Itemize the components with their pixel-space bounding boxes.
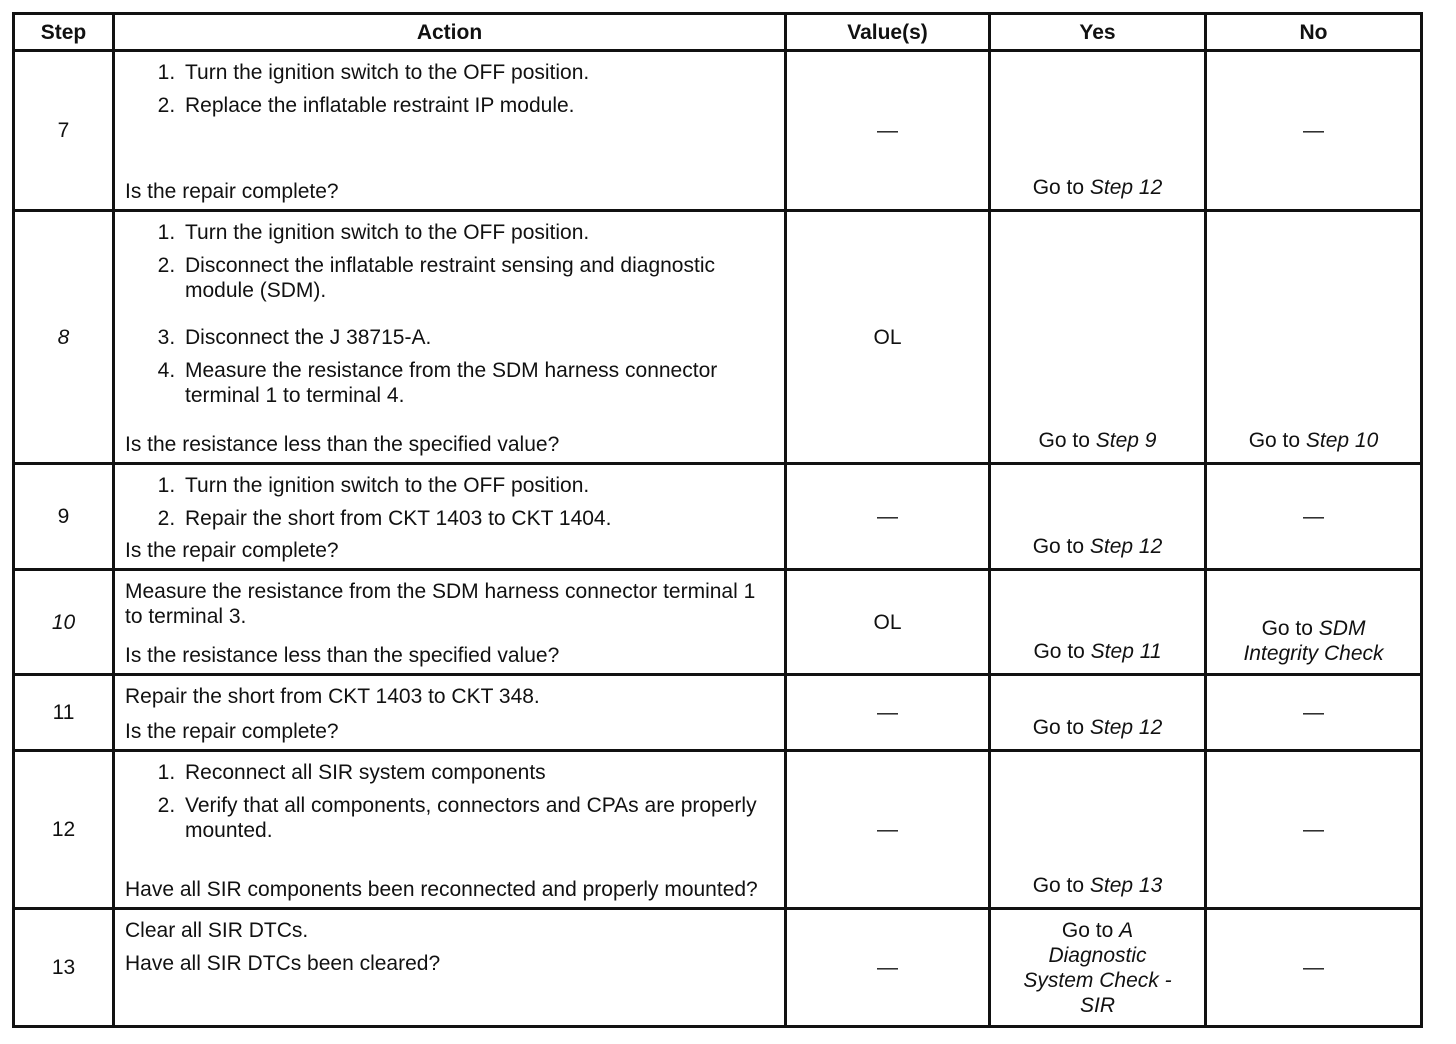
table-row <box>14 464 1422 570</box>
yes-cell <box>990 464 1206 570</box>
table-row <box>14 909 1422 1027</box>
yes-ref: Step 12 <box>1089 534 1163 558</box>
no-link[interactable] <box>1234 616 1394 666</box>
action-question: Is the repair complete? <box>125 179 339 203</box>
step-number: 13 <box>14 909 114 1027</box>
yes-cell <box>990 211 1206 464</box>
yes-link[interactable] <box>1033 715 1163 740</box>
table-row <box>14 751 1422 909</box>
yes-ref: Step 13 <box>1089 873 1163 897</box>
action-question: Is the resistance less than the specified value? <box>125 432 560 456</box>
action-step: 4. Measure the resistance from the SDM harness connector terminal 1 to terminal 4. <box>181 358 774 408</box>
table-row <box>14 570 1422 675</box>
step-number: 9 <box>14 464 114 570</box>
step-number: 10 <box>14 570 114 675</box>
action-cell <box>114 464 786 570</box>
no-prefix: Go to <box>1248 428 1306 452</box>
action-step: 1. Turn the ignition switch to the OFF position. <box>181 220 774 245</box>
step-number: 7 <box>14 51 114 211</box>
action-cell <box>114 751 786 909</box>
no-ref: SDM Integrity Check <box>1243 616 1384 665</box>
yes-cell <box>990 909 1206 1027</box>
yes-cell <box>990 570 1206 675</box>
yes-cell <box>990 51 1206 211</box>
diagnostic-table <box>12 12 1423 1028</box>
step-number: 8 <box>14 211 114 464</box>
action-steps <box>125 220 774 408</box>
value-cell: OL <box>786 570 990 675</box>
yes-link[interactable] <box>1033 873 1163 898</box>
yes-prefix: Go to <box>1061 918 1120 942</box>
value-cell: — <box>786 675 990 751</box>
action-step-text: Disconnect the J 38715-A. <box>185 325 432 349</box>
header-step: Step <box>14 14 114 51</box>
yes-ref: Step 11 <box>1090 639 1162 663</box>
no-cell <box>1206 570 1422 675</box>
no-cell: — <box>1206 909 1422 1027</box>
yes-cell <box>990 751 1206 909</box>
yes-link[interactable] <box>1023 918 1173 1018</box>
action-cell <box>114 51 786 211</box>
table-row <box>14 675 1422 751</box>
yes-ref: Step 9 <box>1095 428 1157 452</box>
action-cell <box>114 570 786 675</box>
value-cell: — <box>786 751 990 909</box>
action-text: Measure the resistance from the SDM harness connector terminal 1 to terminal 3. <box>125 579 756 628</box>
yes-link[interactable] <box>1039 428 1157 453</box>
action-step: 2. Verify that all components, connectors and CPAs are properly mounted. <box>181 793 774 843</box>
action-cell <box>114 909 786 1027</box>
header-yes: Yes <box>990 14 1206 51</box>
yes-ref: Step 12 <box>1089 175 1163 199</box>
yes-prefix: Go to <box>1032 175 1090 199</box>
no-prefix: Go to <box>1261 616 1319 640</box>
no-cell: — <box>1206 464 1422 570</box>
header-action: Action <box>114 14 786 51</box>
action-step: 1. Reconnect all SIR system components <box>181 760 774 785</box>
header-values: Value(s) <box>786 14 990 51</box>
no-ref: Step 10 <box>1305 428 1379 452</box>
table-row <box>14 51 1422 211</box>
action-question: Is the repair complete? <box>125 538 339 562</box>
header-row <box>14 14 1422 51</box>
no-cell: — <box>1206 51 1422 211</box>
action-step <box>181 325 774 350</box>
no-cell: — <box>1206 751 1422 909</box>
yes-ref: Step 12 <box>1089 715 1163 739</box>
step-number: 11 <box>14 675 114 751</box>
action-steps <box>125 473 774 531</box>
no-link[interactable] <box>1249 428 1379 453</box>
action-step: 2. Disconnect the inflatable restraint sensing and diagnostic module (SDM). <box>181 253 774 303</box>
yes-prefix: Go to <box>1032 873 1090 897</box>
action-steps <box>125 60 774 126</box>
action-steps <box>125 760 774 843</box>
yes-link[interactable] <box>1033 175 1163 200</box>
action-text: Repair the short from CKT 1403 to CKT 348. <box>125 684 540 708</box>
yes-prefix: Go to <box>1033 639 1091 663</box>
yes-ref: A Diagnostic System Check - SIR <box>1023 918 1172 1017</box>
table-row <box>14 211 1422 464</box>
yes-prefix: Go to <box>1038 428 1096 452</box>
no-cell <box>1206 211 1422 464</box>
value-cell: — <box>786 909 990 1027</box>
action-step: 1. Turn the ignition switch to the OFF position. <box>181 60 774 85</box>
action-step: 2. Repair the short from CKT 1403 to CKT 1404. <box>181 506 774 531</box>
action-step: 1. Turn the ignition switch to the OFF position. <box>181 473 774 498</box>
action-question: Is the repair complete? <box>125 719 339 743</box>
action-cell <box>114 211 786 464</box>
value-cell: — <box>786 464 990 570</box>
action-text: Clear all SIR DTCs. <box>125 918 309 942</box>
yes-link[interactable] <box>1033 534 1163 559</box>
action-question: Is the resistance less than the specified value? <box>125 643 560 667</box>
value-cell: OL <box>786 211 990 464</box>
yes-cell <box>990 675 1206 751</box>
yes-link[interactable] <box>1033 639 1161 664</box>
yes-prefix: Go to <box>1032 715 1090 739</box>
action-question: Have all SIR components been reconnected and properly mounted? <box>125 877 758 901</box>
action-step: 2. Replace the inflatable restraint IP module. <box>181 93 774 118</box>
header-no: No <box>1206 14 1422 51</box>
step-number: 12 <box>14 751 114 909</box>
value-cell: — <box>786 51 990 211</box>
action-question: Have all SIR DTCs been cleared? <box>125 951 441 975</box>
yes-prefix: Go to <box>1032 534 1090 558</box>
no-cell: — <box>1206 675 1422 751</box>
action-cell <box>114 675 786 751</box>
